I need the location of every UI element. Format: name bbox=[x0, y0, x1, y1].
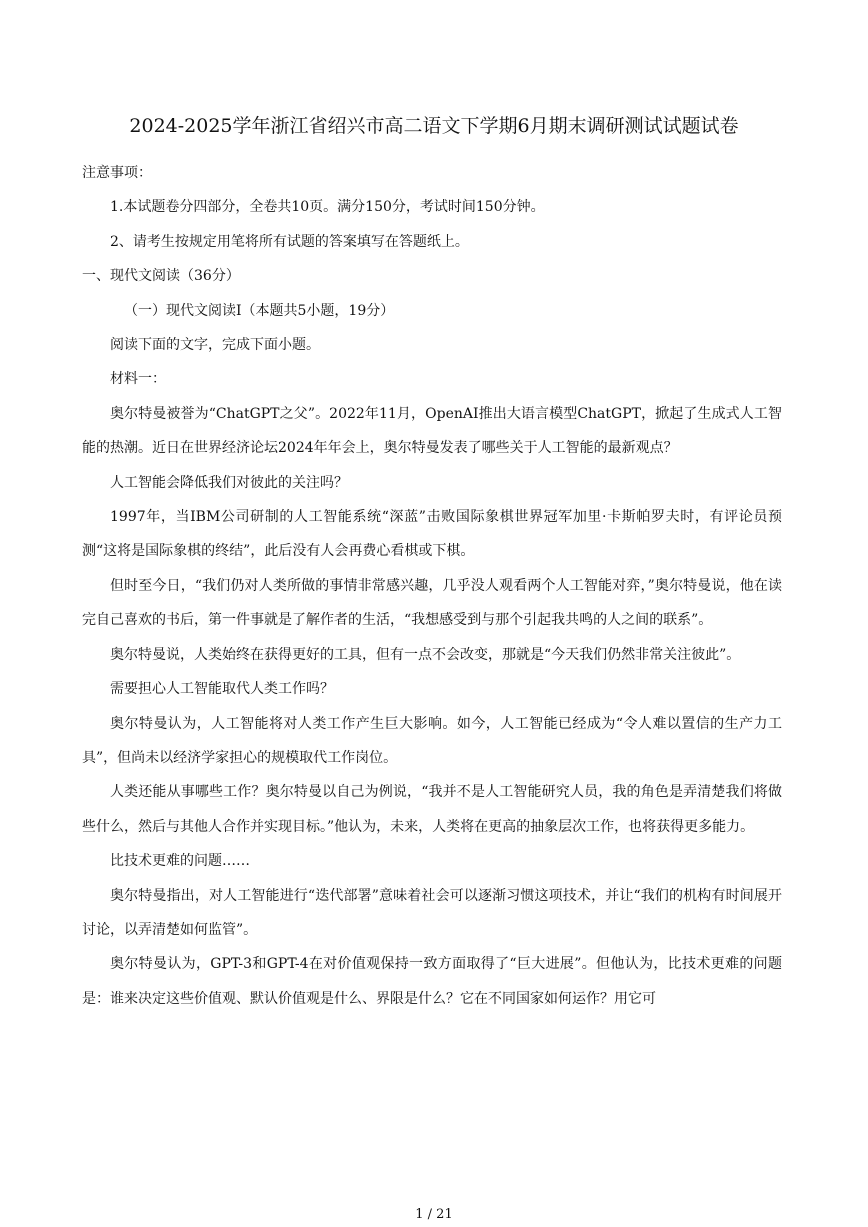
paragraph: 奥尔特曼认为，GPT-3和GPT-4在对价值观保持一致方面取得了“巨大进展”。但他认为，比技术更难的问题是：谁来决定这些价值观、默认价值观是什么、界限是什么？它在不同国家如何运作？用它可 bbox=[82, 956, 782, 1007]
paragraph: 奥尔特曼说，人类始终在获得更好的工具，但有一点不会改变，那就是“今天我们仍然非常关注彼此”。 bbox=[110, 646, 741, 663]
paragraph: 奥尔特曼被誉为“ChatGPT之父”。2022年11月，OpenAI推出大语言模型ChatGPT，掀起了生成式人工智能的热潮。近日在世界经济论坛2024年年会上，奥尔特曼发表了哪些关于人工智能的最新观点？ bbox=[82, 405, 782, 457]
paragraph: 1.本试题卷分四部分，全卷共10页。满分150分，考试时间150分钟。 bbox=[110, 199, 545, 216]
paragraph: 阅读下面的文字，完成下面小题。 bbox=[110, 337, 320, 354]
document-title: 2024-2025学年浙江省绍兴市高二语文下学期6月期末调研测试试题试卷 bbox=[129, 115, 739, 137]
paragraph: 人类还能从事哪些工作？奥尔特曼以自己为例说，“我并不是人工智能研究人员，我的角色是弄清楚我们将做些什么，然后与其他人合作并实现目标。”他认为，未来，人类将在更高的抽象层次工作，也将获得更多能力。 bbox=[82, 784, 782, 835]
paragraph: 人工智能会降低我们对彼此的关注吗？ bbox=[110, 474, 348, 491]
page-number: 1 / 21 bbox=[415, 1207, 453, 1222]
paragraph: 注意事项： bbox=[82, 165, 152, 181]
paragraph: 材料一： bbox=[110, 371, 166, 388]
paragraph: （一）现代文阅读Ⅰ（本题共5小题，19分） bbox=[124, 302, 395, 319]
paragraph: 2、请考生按规定用笔将所有试题的答案填写在答题纸上。 bbox=[110, 233, 469, 250]
document-body bbox=[82, 156, 782, 1016]
paragraph: 一、现代文阅读（36分） bbox=[82, 268, 240, 285]
paragraph: 奥尔特曼认为，人工智能将对人类工作产生巨大影响。如今，人工智能已经成为“令人难以置信的生产力工具”，但尚未以经济学家担心的规模取代工作岗位。 bbox=[82, 715, 782, 766]
paragraph: 1997年，当IBM公司研制的人工智能系统“深蓝”击败国际象棋世界冠军加里·卡斯帕罗夫时，有评论员预测“这将是国际象棋的终结”，此后没有人会再费心看棋或下棋。 bbox=[82, 509, 782, 560]
paragraph: 但时至今日，“我们仍对人类所做的事情非常感兴趣，几乎没人观看两个人工智能对弈，”奥尔特曼说，他在读完自己喜欢的书后，第一件事就是了解作者的生活，“我想感受到与那个引起我共鸣的人之间的联系”。 bbox=[82, 577, 782, 629]
paragraph: 比技术更难的问题…… bbox=[110, 853, 250, 870]
paragraph: 奥尔特曼指出，对人工智能进行“迭代部署”意味着社会可以逐渐习惯这项技术，并让“我们的机构有时间展开讨论，以弄清楚如何监管”。 bbox=[82, 887, 782, 938]
paragraph: 需要担心人工智能取代人类工作吗？ bbox=[110, 681, 334, 698]
